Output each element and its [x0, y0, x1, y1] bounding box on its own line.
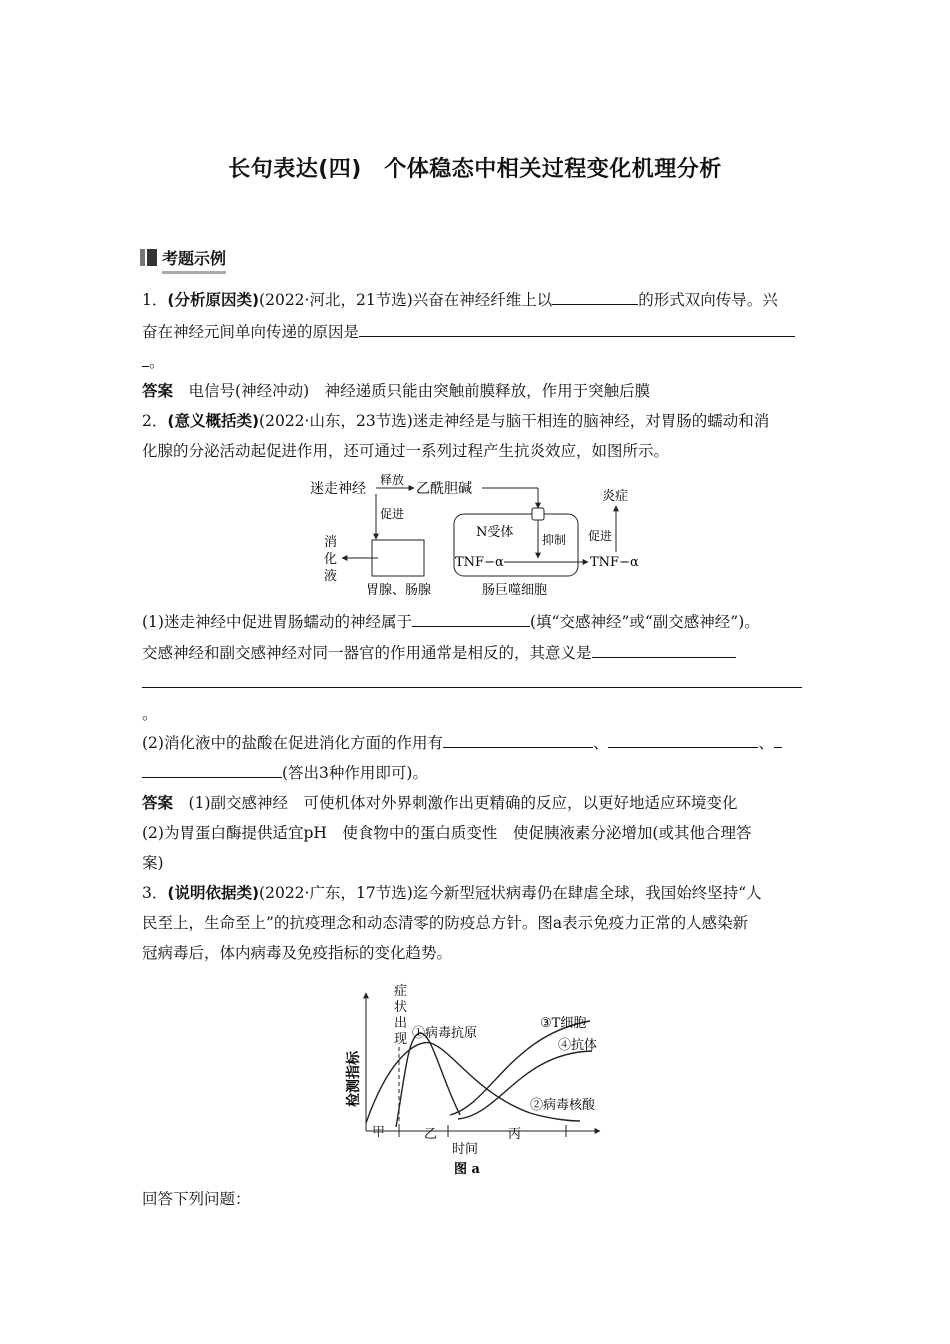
y-label: 检测指标: [346, 1051, 362, 1107]
q2-sep-1: 、: [592, 734, 609, 752]
section-label: 考题示例: [162, 246, 226, 274]
q1-blank-2[interactable]: [359, 321, 795, 337]
q2-answer-2: (2)为胃蛋白酶提供适宜pH 使食物中的蛋白质变性 使促胰液素分泌增加(或其他合理答: [142, 824, 752, 842]
q2-p1-text-c: 交感神经和副交感神经对同一器官的作用通常是相反的，其意义是: [142, 644, 592, 662]
q1-line-2: [142, 321, 795, 343]
q2-answer-line-3: [142, 852, 164, 874]
q1-end: 。: [149, 353, 165, 371]
stage-jia: 甲: [372, 1125, 386, 1140]
page-title: 长句表达(四) 个体稳态中相关过程变化机理分析: [228, 157, 722, 182]
q1-answer-text: 电信号(神经冲动) 神经递质只能由突触前膜释放，作用于突触后膜: [188, 382, 651, 400]
q2-part1-line-3: [142, 672, 802, 694]
q2-blank-3[interactable]: [443, 732, 593, 748]
label-digestive-1: 消: [324, 535, 338, 550]
section-marker-icon: [140, 249, 145, 266]
label-release: 释放: [380, 473, 405, 487]
q1-line-3: [142, 351, 165, 373]
q2-blank-1[interactable]: [412, 611, 530, 627]
symptom-2: 状: [394, 1000, 408, 1015]
section-marker-icon: [147, 249, 157, 266]
q1-text-c: 奋在神经元间单向传递的原因是: [142, 323, 360, 341]
symptom-1: 症: [394, 984, 408, 999]
q2-line-2: [142, 440, 669, 462]
q2-part2-line-1: [142, 732, 782, 754]
stage-yi: 乙: [424, 1127, 438, 1142]
label-macrophage: 肠巨噬细胞: [482, 583, 548, 598]
q2-source: (2022·山东，23节选): [259, 412, 413, 430]
q2-number: 2．: [142, 412, 168, 430]
q2-p2-text-b: (答出3种作用即可)。: [282, 764, 428, 782]
q2-answer-line-2: [142, 822, 751, 844]
q3-line-3: [142, 942, 452, 964]
q2-p1-text-b: (填“交感神经”或“副交感神经”)。: [529, 613, 760, 631]
label-tnf-out: TNF−α: [590, 555, 639, 570]
vagus-pathway-diagram: [300, 470, 650, 606]
receptor-icon: [532, 508, 544, 520]
q1-source: (2022·河北，21节选): [259, 291, 413, 309]
q2-p2-text-a: (2)消化液中的盐酸在促进消化方面的作用有: [142, 734, 443, 752]
stage-bing: 丙: [508, 1127, 522, 1142]
label-antibody: ④抗体: [558, 1038, 598, 1053]
label-tnf-in: TNF−α: [455, 555, 504, 570]
figure-caption: 图 a: [454, 1162, 480, 1177]
q1-line-1: [142, 289, 778, 311]
q3-line-1: [142, 882, 762, 904]
label-digestive-2: 化: [324, 552, 338, 567]
q2-part1-line-1: [142, 611, 760, 633]
label-nrec: N受体: [476, 525, 514, 540]
q1-blank-2-cont[interactable]: [142, 351, 149, 367]
q2-blank-4[interactable]: [608, 732, 758, 748]
figure-a: [330, 975, 630, 1185]
q2-answer-label: 答案: [142, 794, 174, 812]
q2-part1-line-2: [142, 642, 736, 664]
label-glands: 胃腺、肠腺: [366, 583, 432, 598]
gland-box: [372, 540, 424, 576]
q2-sep-2: 、: [758, 734, 774, 752]
q2-answer-line-1: [142, 792, 738, 814]
q1-type: (分析原因类): [167, 291, 260, 309]
q2-line-1: [142, 410, 769, 432]
q2-type: (意义概括类): [167, 412, 260, 430]
q2-part1-line-4: [142, 703, 158, 725]
q3-text-a: 迄今新型冠状病毒仍在肆虐全球，我国始终坚持“人: [412, 884, 762, 902]
label-ach: 乙酰胆碱: [416, 481, 472, 497]
q2-text-a: 迷走神经是与脑干相连的脑神经，对胃肠的蠕动和消: [412, 412, 770, 430]
q2-text-b: 化腺的分泌活动起促进作用，还可通过一系列过程产生抗炎效应，如图所示。: [142, 442, 670, 460]
label-vagus: 迷走神经: [310, 481, 366, 497]
q2-answer-3: 案): [142, 854, 164, 872]
q2-blank-2[interactable]: [592, 642, 736, 658]
section-header: [140, 246, 248, 268]
q1-blank-1[interactable]: [552, 289, 638, 305]
label-promote: 促进: [380, 507, 405, 521]
q2-answer-1: (1)副交感神经 可使机体对外界刺激作出更精确的反应，以更好地适应环境变化: [188, 794, 738, 812]
q2-blank-5[interactable]: [774, 732, 782, 748]
answer-prompt: 回答下列问题：: [142, 1190, 251, 1208]
label-nucleic-acid: ②病毒核酸: [530, 1098, 596, 1113]
q1-number: 1．: [142, 291, 168, 309]
label-digestive-3: 液: [324, 569, 338, 584]
q3-type: (说明依据类): [167, 884, 260, 902]
q1-text-a: 兴奋在神经纤维上以: [412, 291, 553, 309]
q3-text-b: 民至上，生命至上”的抗疫理念和动态清零的防疫总方针。图a表示免疫力正常的人感染新: [142, 914, 749, 932]
q1-text-b: 的形式双向传导。兴: [638, 291, 778, 309]
q1-answer-label: 答案: [142, 382, 174, 400]
label-t-cell: ③T细胞: [540, 1016, 587, 1031]
label-promote2: 促进: [588, 529, 613, 543]
q2-p1-end: 。: [142, 705, 158, 723]
curve-antigen: [396, 1033, 460, 1127]
q2-blank-5-cont[interactable]: [142, 762, 282, 778]
label-antigen: ①病毒抗原: [412, 1026, 478, 1041]
x-label: 时间: [452, 1142, 479, 1157]
q3-text-c: 冠病毒后，体内病毒及免疫指标的变化趋势。: [142, 944, 453, 962]
q3-answer-prompt: [142, 1188, 251, 1210]
symptom-3: 出: [394, 1016, 408, 1031]
symptom-4: 现: [394, 1032, 408, 1047]
label-inhibit: 抑制: [542, 533, 567, 547]
q3-line-2: [142, 912, 748, 934]
q2-p1-text-a: (1)迷走神经中促进胃肠蠕动的神经属于: [142, 613, 412, 631]
q3-number: 3．: [142, 884, 168, 902]
q3-source: (2022·广东，17节选): [259, 884, 413, 902]
q2-blank-2-cont[interactable]: [142, 672, 802, 688]
label-inflammation: 炎症: [602, 489, 629, 504]
q1-answer: [142, 380, 650, 402]
q2-part2-line-2: [142, 762, 428, 784]
